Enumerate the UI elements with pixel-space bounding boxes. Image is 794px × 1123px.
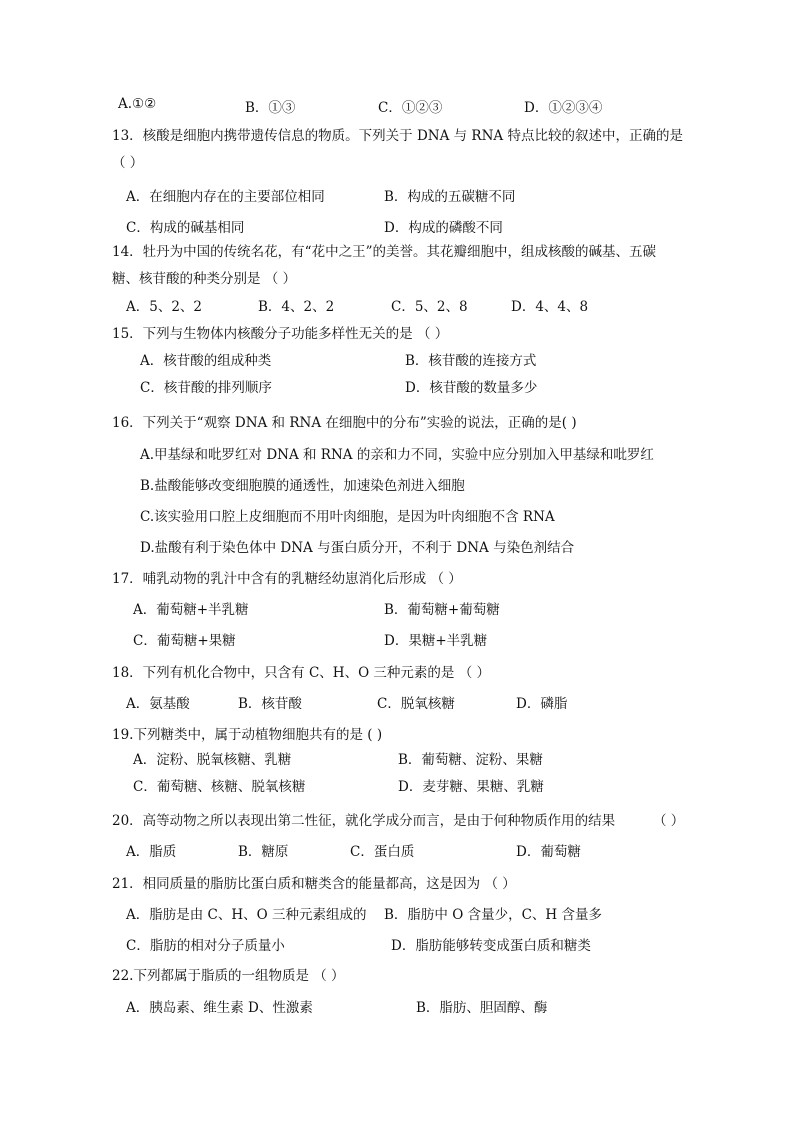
q18-option-d: D．磷脂 — [516, 696, 568, 712]
q22-option-a: A．胰岛素、维生素 D、性激素 — [126, 1000, 313, 1016]
q20-option-a: A．脂质 — [126, 844, 177, 860]
q20-option-b: B．糖原 — [238, 844, 289, 860]
q15-option-c: C．核苷酸的排列顺序 — [140, 380, 272, 396]
q20-stem: 20．高等动物之所以表现出第二性征，就化学成分而言，是由于何种物质作用的结果 — [112, 813, 616, 829]
q21-option-d: D．脂肪能够转变成蛋白质和糖类 — [391, 938, 591, 954]
q16-option-b: B.盐酸能够改变细胞膜的通透性，加速染色剂进入细胞 — [140, 478, 465, 494]
q19-option-c: C．葡萄糖、核糖、脱氧核糖 — [133, 779, 306, 795]
q13-option-a: A．在细胞内存在的主要部位相同 — [126, 189, 325, 205]
q13-stem-line1: 13．核酸是细胞内携带遗传信息的物质。下列关于 DNA 与 RNA 特点比较的叙述中，正确的是 — [112, 128, 683, 144]
q21-stem: 21．相同质量的脂肪比蛋白质和糖类含的能量都高，这是因为 （ ） — [112, 876, 516, 892]
q14-stem-line1: 14．牡丹为中国的传统名花，有“花中之王”的美誉。其花瓣细胞中，组成核酸的碱基、五碳 — [112, 244, 656, 260]
q14-option-d: D．4、4、8 — [511, 299, 589, 315]
q12-option-d: D．①②③④ — [524, 100, 603, 116]
q22-option-b: B．脂肪、胆固醇、酶 — [416, 1000, 548, 1016]
q16-stem: 16．下列关于“观察 DNA 和 RNA 在细胞中的分布”实验的说法，正确的是( ) — [112, 415, 577, 431]
q15-stem: 15．下列与生物体内核酸分子功能多样性无关的是 （ ） — [112, 326, 449, 342]
q22-stem: 22.下列都属于脂质的一组物质是 （ ） — [112, 968, 345, 984]
q17-option-d: D．果糖+半乳糖 — [384, 633, 488, 649]
q15-option-a: A．核苷酸的组成种类 — [140, 353, 272, 369]
q16-option-c: C.该实验用口腔上皮细胞而不用叶肉细胞，是因为叶肉细胞不含 RNA — [140, 509, 555, 525]
q14-option-b: B．4、2、2 — [258, 299, 335, 315]
q14-option-a: A．5、2、2 — [126, 299, 203, 315]
q18-stem: 18．下列有机化合物中，只含有 C、H、O 三种元素的是 （ ） — [112, 665, 491, 681]
q19-option-b: B．葡萄糖、淀粉、果糖 — [398, 752, 543, 768]
q12-option-b: B．①③ — [245, 100, 296, 116]
q17-stem: 17．哺乳动物的乳汁中含有的乳糖经幼崽消化后形成 （ ） — [112, 571, 462, 587]
q16-option-d: D.盐酸有利于染色体中 DNA 与蛋白质分开，不利于 DNA 与染色剂结合 — [140, 540, 575, 556]
q18-option-a: A．氨基酸 — [126, 696, 190, 712]
q20-answer-paren: （ ） — [653, 813, 685, 829]
q20-option-d: D．葡萄糖 — [516, 844, 581, 860]
q17-option-c: C．葡萄糖+果糖 — [133, 633, 236, 649]
q20-option-c: C．蛋白质 — [350, 844, 415, 860]
q18-option-c: C．脱氧核糖 — [377, 696, 455, 712]
q19-option-a: A．淀粉、脱氧核糖、乳糖 — [133, 752, 292, 768]
q15-option-b: B．核苷酸的连接方式 — [405, 353, 537, 369]
q16-option-a: A.甲基绿和吡罗红对 DNA 和 RNA 的亲和力不同，实验中应分别加入甲基绿和吡罗红 — [140, 447, 654, 463]
q21-option-c: C．脂肪的相对分子质量小 — [126, 938, 285, 954]
q13-option-b: B．构成的五碳糖不同 — [384, 189, 516, 205]
q13-stem-line2: （ ） — [112, 155, 144, 171]
q12-option-a: A.①② — [118, 96, 157, 112]
q19-stem: 19.下列糖类中，属于动植物细胞共有的是 ( ) — [112, 727, 383, 743]
q14-stem-line2: 糖、核苷酸的种类分别是 （ ） — [112, 271, 297, 287]
q19-option-d: D．麦芽糖、果糖、乳糖 — [398, 779, 544, 795]
q13-option-c: C．构成的碱基相同 — [126, 220, 245, 236]
q13-option-d: D．构成的磷酸不同 — [384, 220, 503, 236]
q18-option-b: B．核苷酸 — [238, 696, 302, 712]
q14-option-c: C．5、2、8 — [391, 299, 468, 315]
q12-option-c: C．①②③ — [378, 100, 443, 116]
q17-option-a: A．葡萄糖+半乳糖 — [133, 602, 249, 618]
q17-option-b: B．葡萄糖+葡萄糖 — [384, 602, 500, 618]
q21-option-a: A．脂肪是由 C、H、O 三种元素组成的 — [126, 907, 367, 923]
q21-option-b: B．脂肪中 O 含量少，C、H 含量多 — [384, 907, 602, 923]
q15-option-d: D．核苷酸的数量多少 — [405, 380, 538, 396]
